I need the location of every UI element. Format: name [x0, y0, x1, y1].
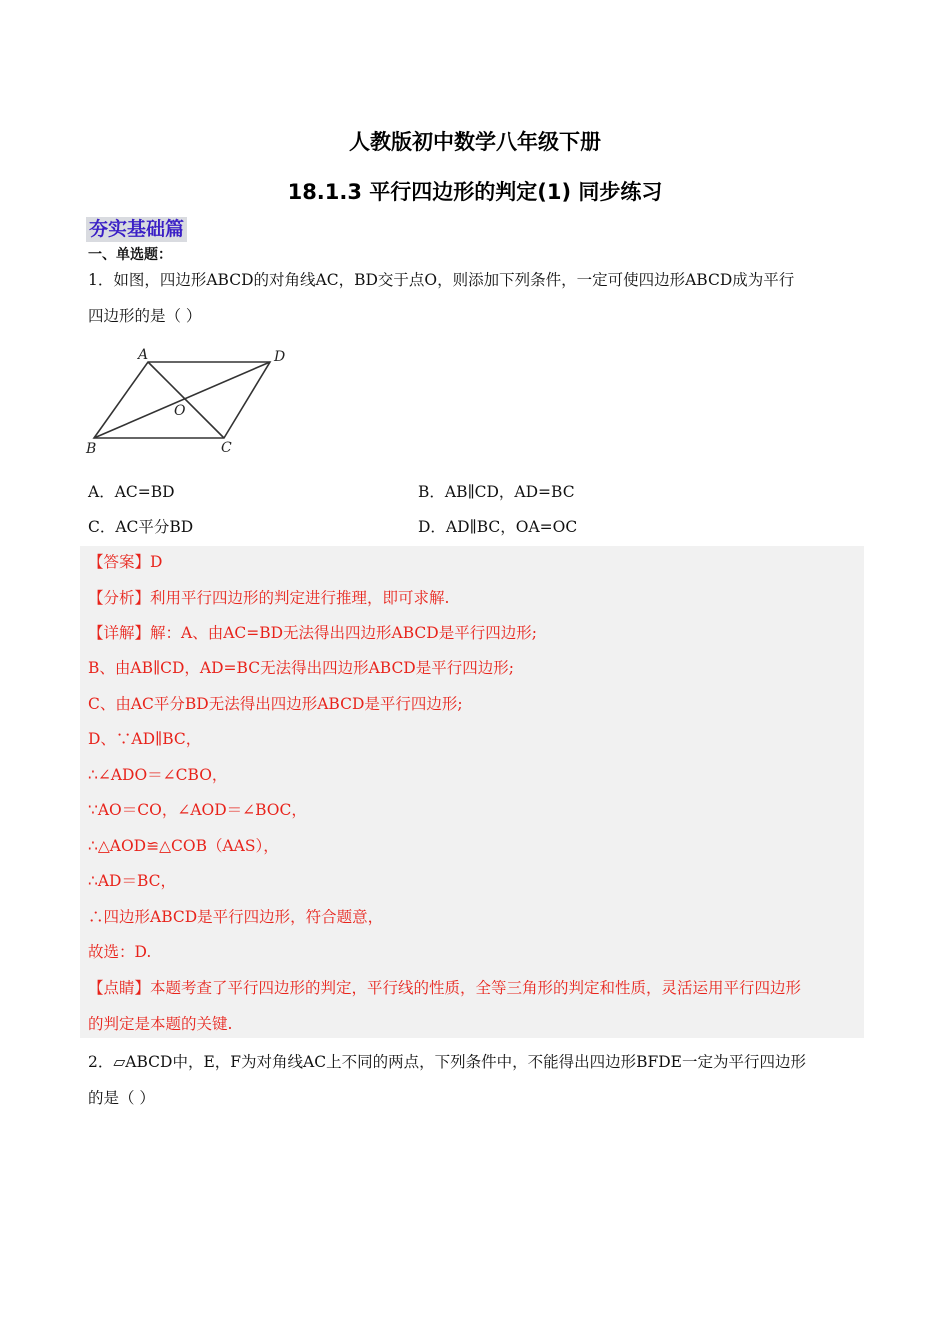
detail-line: D、∵AD∥BC，	[88, 730, 202, 748]
detail-line: ∴△AOD≌△COB（AAS），	[88, 837, 279, 855]
q1-stem-line1: 1．如图，四边形ABCD的对角线AC，BD交于点O，则添加下列条件，一定可使四边形ABCD成为平行	[88, 271, 795, 289]
answer-panel	[80, 546, 864, 1038]
doc-subtitle: 18.1.3 平行四边形的判定(1) 同步练习	[287, 180, 663, 204]
q1-option-b: B．AB∥CD，AD=BC	[418, 483, 575, 501]
label-c: C	[221, 440, 232, 456]
detail-line: ∵AO＝CO，∠AOD＝∠BOC，	[88, 801, 307, 819]
label-o: O	[174, 403, 186, 419]
comment-line1: 【点睛】本题考查了平行四边形的判定，平行线的性质，全等三角形的判定和性质，灵活运用平行四边形	[88, 979, 802, 997]
subsection-label: 一、单选题：	[88, 247, 172, 263]
q2-stem-line2: 的是（ ）	[88, 1089, 155, 1107]
parallelogram-figure	[84, 344, 304, 459]
section-label: 夯实基础篇	[86, 217, 187, 242]
label-a: A	[138, 347, 149, 363]
detail-line: ∴∠ADO＝∠CBO，	[88, 766, 228, 784]
detail-line: B、由AB∥CD，AD=BC无法得出四边形ABCD是平行四边形;	[88, 659, 514, 677]
answer-line: 【答案】D	[88, 553, 163, 571]
diagonal-ac	[148, 362, 224, 438]
comment-line2: 的判定是本题的关键.	[88, 1015, 233, 1033]
q1-option-c: C．AC平分BD	[88, 518, 194, 536]
q1-option-d: D．AD∥BC，OA=OC	[418, 518, 578, 536]
analysis-line: 【分析】利用平行四边形的判定进行推理，即可求解.	[88, 589, 450, 607]
label-d: D	[274, 349, 286, 365]
detail-line: 【详解】解：A、由AC=BD无法得出四边形ABCD是平行四边形;	[88, 624, 537, 642]
detail-line: ∴AD＝BC，	[88, 872, 177, 890]
q1-stem-line2: 四边形的是（ ）	[88, 307, 202, 325]
detail-line: 故选：D.	[88, 943, 152, 961]
q2-stem-line1: 2．▱ABCD中，E，F为对角线AC上不同的两点，下列条件中，不能得出四边形BFDE一定为平行四边形	[88, 1053, 806, 1071]
detail-line: ∴四边形ABCD是平行四边形，符合题意，	[88, 908, 384, 926]
doc-title: 人教版初中数学八年级下册	[349, 130, 601, 154]
q1-option-a: A．AC=BD	[88, 483, 175, 501]
label-b: B	[86, 441, 97, 457]
detail-line: C、由AC平分BD无法得出四边形ABCD是平行四边形;	[88, 695, 463, 713]
